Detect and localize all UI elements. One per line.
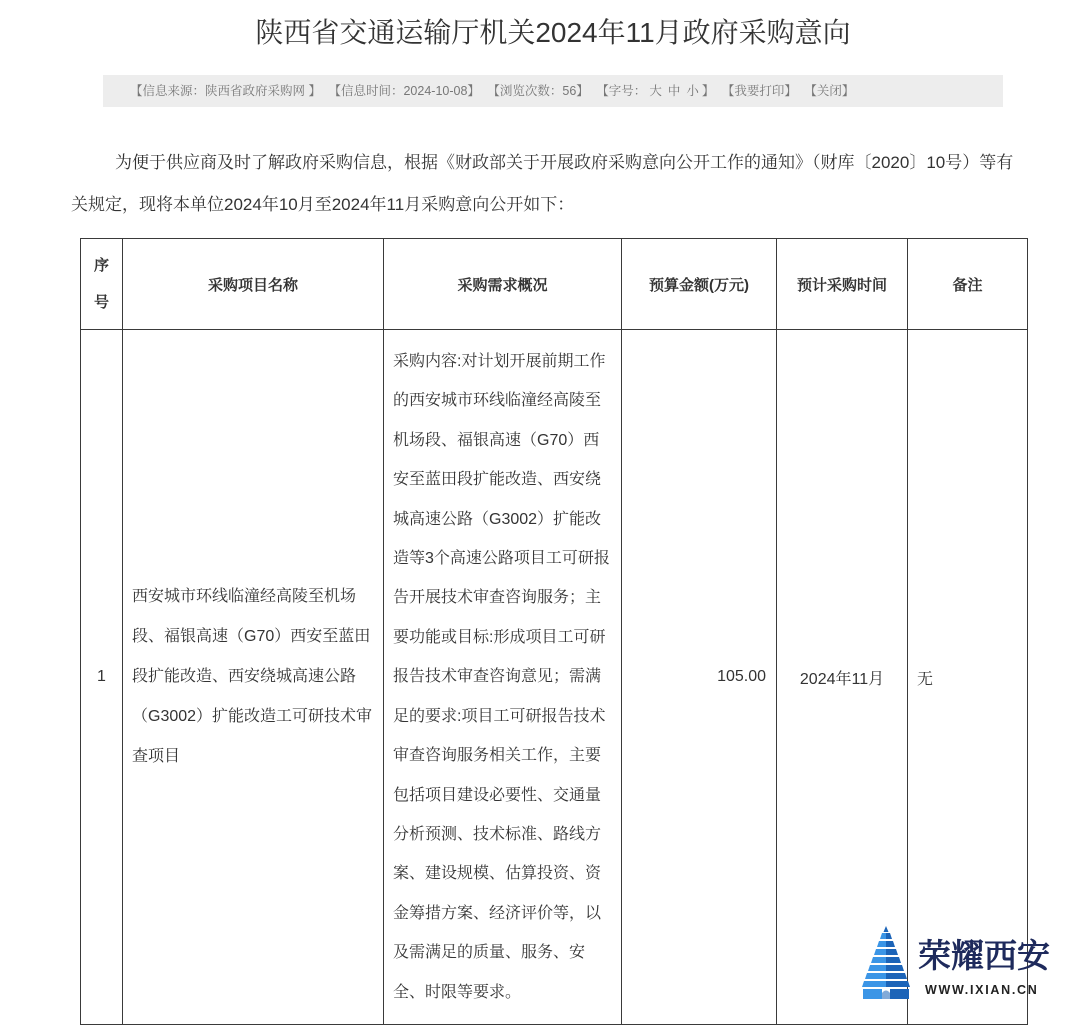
cell-budget: 105.00 xyxy=(622,330,777,1025)
watermark-logo xyxy=(860,926,1056,1002)
table-header-row xyxy=(81,239,1028,330)
intro-line: 为便于供应商及时了解政府采购信息，根据《财政部关于开展政府采购意向公开工作的通知》（财库〔2020〕10号）等有 xyxy=(115,153,1014,172)
cell-requirements xyxy=(384,330,622,1025)
header-index xyxy=(81,239,123,330)
cell-time: 2024年11月 xyxy=(777,330,908,1025)
requirement-line: 造等3个高速公路项目工可研报 xyxy=(393,550,610,568)
requirement-line: 采购内容:对计划开展前期工作 xyxy=(393,353,606,371)
font-size-medium-button[interactable]: 中 xyxy=(667,84,681,98)
print-link[interactable]: 【我要打印】 xyxy=(721,84,797,98)
info-source: 【信息来源：陕西省政府采购网 】 xyxy=(130,84,321,98)
procurement-table xyxy=(80,238,1028,1025)
requirement-line: 的西安城市环线临潼经高陵至 xyxy=(393,392,602,410)
requirement-line: 全、时限等要求。 xyxy=(393,983,522,1001)
project-name-line: （G3002）扩能改造工可研技术审 xyxy=(132,708,373,725)
header-remark: 备注 xyxy=(908,239,1028,330)
font-size-small-button[interactable]: 小 xyxy=(686,84,699,98)
header-budget: 预算金额(万元) xyxy=(622,239,777,330)
header-name: 采购项目名称 xyxy=(123,239,384,330)
page-title: 陕西省交通运输厅机关2024年11月政府采购意向 xyxy=(255,17,851,48)
intro-line: 关规定，现将本单位2024年10月至2024年11月采购意向公开如下： xyxy=(71,195,575,214)
requirement-line: 及需满足的质量、服务、安 xyxy=(393,944,586,962)
cell-project-name xyxy=(123,330,384,1025)
intro-paragraph xyxy=(71,142,1013,226)
requirement-line: 安至蓝田段扩能改造、西安绕 xyxy=(393,471,602,489)
font-size-label: 【字号： xyxy=(596,84,647,98)
project-name-line: 段、福银高速（G70）西安至蓝田 xyxy=(132,628,371,645)
requirement-line: 足的要求:项目工可研报告技术 xyxy=(393,707,606,725)
requirement-line: 包括项目建设必要性、交通量 xyxy=(393,786,602,804)
project-name-line: 查项目 xyxy=(132,748,181,765)
requirement-line: 告开展技术审查咨询服务；主 xyxy=(393,589,602,607)
requirement-line: 案、建设规模、估算投资、资 xyxy=(393,865,602,883)
info-bar xyxy=(103,75,1003,107)
requirement-line: 审查咨询服务相关工作，主要 xyxy=(393,747,602,765)
header-requirements: 采购需求概况 xyxy=(384,239,622,330)
cell-index: 1 xyxy=(81,330,123,1025)
project-name-line: 西安城市环线临潼经高陵至机场 xyxy=(132,588,357,605)
tower-icon xyxy=(860,926,912,1000)
header-index-label: 序号 xyxy=(93,257,109,311)
table-row xyxy=(81,330,1028,1025)
info-time: 【信息时间：2024-10-08】 xyxy=(328,84,480,98)
font-size-control xyxy=(596,84,722,98)
requirement-line: 分析预测、技术标准、路线方 xyxy=(393,825,602,843)
requirement-line: 报告技术审查咨询意见；需满 xyxy=(393,668,602,686)
watermark-brand: 荣耀西安 xyxy=(918,936,1050,975)
requirement-line: 城高速公路（G3002）扩能改 xyxy=(393,510,602,528)
requirement-line: 机场段、福银高速（G70）西 xyxy=(393,431,600,449)
project-name-line: 段扩能改造、西安绕城高速公路 xyxy=(132,668,357,685)
font-size-bracket: 】 xyxy=(701,84,715,98)
font-size-large-button[interactable]: 大 xyxy=(649,84,662,98)
watermark-url: WWW.IXIAN.CN xyxy=(925,983,1039,997)
requirement-line: 要功能或目标:形成项目工可研 xyxy=(393,628,606,646)
header-time: 预计采购时间 xyxy=(777,239,908,330)
requirement-line: 金筹措方案、经济评价等，以 xyxy=(393,904,602,922)
close-link[interactable]: 【关闭】 xyxy=(804,84,855,98)
info-views: 【浏览次数：56】 xyxy=(487,84,589,98)
cell-remark: 无 xyxy=(908,330,1028,1025)
